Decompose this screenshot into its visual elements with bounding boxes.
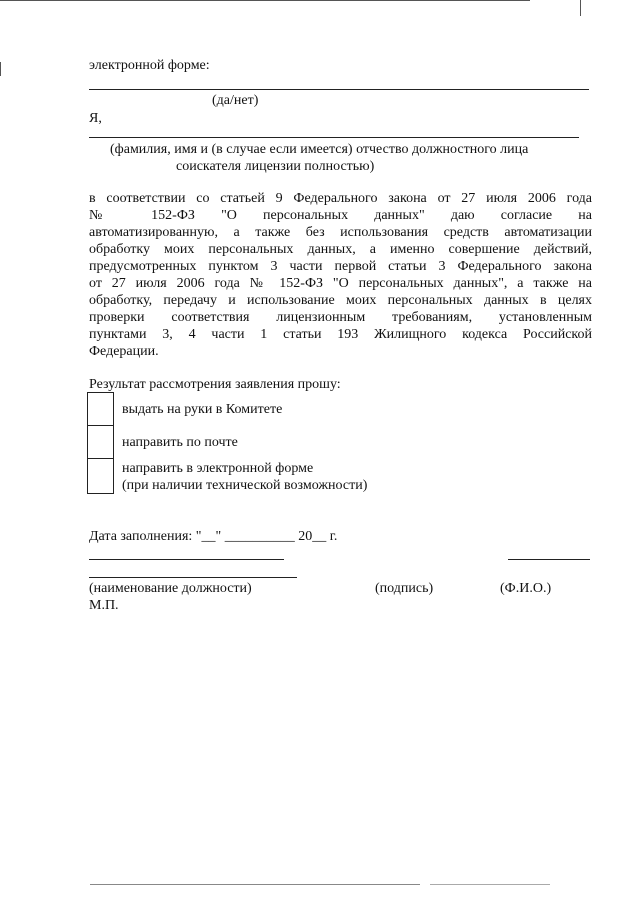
position-line bbox=[89, 577, 297, 578]
stamp-label: М.П. bbox=[89, 598, 119, 613]
fio-hint-line-1: (фамилия, имя и (в случае если имеется) отчество должностного лица bbox=[110, 142, 529, 157]
position-caption: (наименование должности) bbox=[89, 581, 252, 596]
consent-line: предусмотренных пунктом 3 части первой статьи 3 Федерального закона bbox=[89, 259, 592, 274]
electronic-form-label: электронной форме: bbox=[89, 58, 210, 73]
signature-line-left-upper bbox=[89, 559, 284, 560]
yes-no-hint: (да/нет) bbox=[212, 93, 259, 108]
scan-mark-right bbox=[580, 0, 581, 16]
consent-line: пунктами 3, 4 части 1 статьи 193 Жилищного кодекса Российской bbox=[89, 327, 592, 342]
consent-line: в соответствии со статьей 9 Федерального закона от 27 июля 2006 года bbox=[89, 191, 592, 206]
scan-mark-bottom bbox=[90, 884, 420, 885]
option-checkbox-in-person[interactable] bbox=[87, 392, 114, 426]
consent-line: автоматизированную, а также без использования средств автоматизации bbox=[89, 225, 592, 240]
scan-mark-top bbox=[0, 0, 530, 1]
consent-line: обработку, передачу и использование моих персональных данных в целях bbox=[89, 293, 592, 308]
consent-line: от 27 июля 2006 года № 152-ФЗ "О персональных данных", а также на bbox=[89, 276, 592, 291]
option-label-in-person: выдать на руки в Комитете bbox=[122, 402, 283, 417]
consent-line: проверки соответствия лицензионным требованиям, установленным bbox=[89, 310, 592, 325]
option-label-by-mail: направить по почте bbox=[122, 435, 238, 450]
name-caption: (Ф.И.О.) bbox=[500, 581, 552, 596]
consent-line: обработку моих персональных данных, а именно совершение действий, bbox=[89, 242, 592, 257]
yes-no-answer-line bbox=[89, 89, 589, 90]
scan-mark-bottom-right bbox=[430, 884, 550, 885]
fill-date: Дата заполнения: "__" __________ 20__ г. bbox=[89, 529, 338, 544]
i-label: Я, bbox=[89, 111, 102, 126]
option-checkbox-by-mail[interactable] bbox=[87, 425, 114, 459]
fio-hint-line-2: соискателя лицензии полностью) bbox=[176, 159, 375, 174]
signature-caption: (подпись) bbox=[375, 581, 434, 596]
consent-paragraph bbox=[89, 190, 592, 360]
signature-line-right bbox=[508, 559, 590, 560]
option-label-electronic: направить в электронной форме bbox=[122, 461, 314, 476]
scan-mark-left bbox=[0, 62, 1, 76]
result-title: Результат рассмотрения заявления прошу: bbox=[89, 377, 341, 392]
consent-line: № 152-ФЗ "О персональных данных" даю согласие на bbox=[89, 208, 592, 223]
option-note-electronic: (при наличии технической возможности) bbox=[122, 478, 368, 493]
option-checkbox-electronic[interactable] bbox=[87, 458, 114, 494]
fio-line bbox=[89, 137, 579, 138]
consent-line: Федерации. bbox=[89, 344, 159, 359]
